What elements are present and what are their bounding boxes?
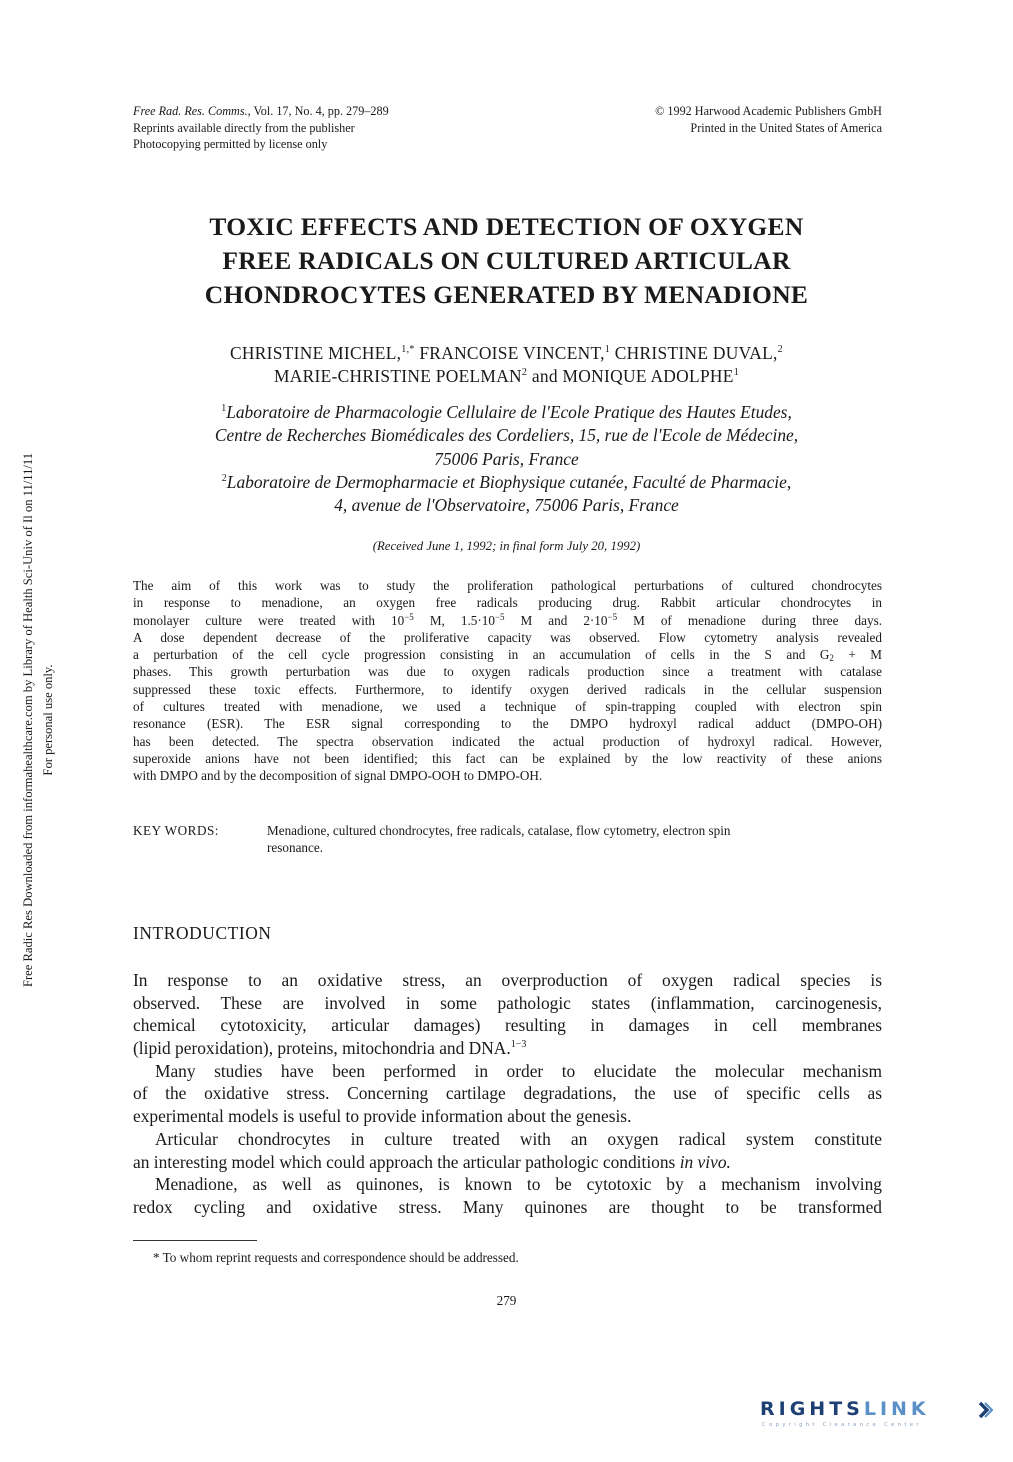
citation-sup: 1−3 [510, 1039, 527, 1051]
rightslink-logo[interactable] [760, 1398, 1000, 1438]
affiliation-line [100, 401, 913, 424]
body-line [133, 1037, 882, 1060]
copyright-line: © 1992 Harwood Academic Publishers GmbH [655, 104, 882, 118]
keywords-text [267, 822, 882, 857]
author-name: CHRISTINE MICHEL, [230, 343, 402, 363]
footnote: * To whom reprint requests and correspondence should be addressed. [153, 1250, 519, 1265]
author-affil-sup: 2 [521, 367, 528, 378]
author-line-1 [100, 342, 913, 365]
text-run: M of menadione during three days. [617, 612, 882, 628]
abstract-line: resonance (ESR). The ESR signal corresponding to the DMPO hydroxyl radical adduct (DMPO-OH) [133, 716, 882, 732]
body-line [133, 1151, 882, 1174]
author-affil-sup: 1,* [401, 344, 415, 355]
affiliation-line: Centre de Recherches Biomédicales des Cordeliers, 15, rue de l'Ecole de Médecine, [214, 425, 799, 446]
journal-citation [133, 103, 389, 120]
abstract-line: suppressed these toxic effects. Furthermore, to identify oxygen derived radicals in the cellular suspension [133, 681, 882, 697]
abstract-line: has been detected. The spectra observation indicated the actual production of hydroxyl radical. However, [133, 733, 882, 749]
body-line: Articular chondrocytes in culture treated with an oxygen radical system constitute [155, 1128, 882, 1149]
exponent: −5 [494, 611, 505, 622]
body-line: of the oxidative stress. Concerning cartilage degradations, the use of specific cells as [133, 1083, 882, 1104]
abstract-line: superoxide anions have not been identified; this fact can be explained by the low reactivity of these anions [133, 750, 882, 766]
body-line: experimental models is useful to provide information about the genesis. [133, 1106, 632, 1127]
subscript: 2 [829, 653, 834, 664]
author-affil-sup: 1 [604, 344, 611, 355]
side-note-text [18, 360, 58, 1080]
body-line: observed. These are involved in some pathologic states (inflammation, carcinogenesis, [133, 992, 882, 1013]
side-note-line: For personal use only. [41, 664, 55, 776]
affil-marker: 1 [221, 403, 227, 414]
paper-title [100, 210, 913, 312]
affiliation-line: 75006 Paris, France [434, 448, 579, 469]
abstract [133, 577, 882, 785]
journal-name: Free Rad. Res. Comms. [133, 104, 248, 118]
page-number: 279 [496, 1293, 517, 1308]
text-run: an interesting model which could approach the articular pathologic conditions [133, 1151, 680, 1172]
section-heading: INTRODUCTION [133, 923, 272, 943]
italic-term: in vivo. [679, 1151, 731, 1172]
body-line: redox cycling and oxidative stress. Many quinones are thought to be transformed [133, 1196, 882, 1217]
affil-text: Laboratoire de Pharmacologie Cellulaire de l'Ecole Pratique des Hautes Etudes, [226, 402, 792, 422]
rightslink-arrow-icon [979, 1401, 993, 1419]
body-line: Many studies have been performed in order to elucidate the molecular mechanism [155, 1060, 882, 1081]
abstract-line [133, 646, 882, 663]
author-affil-sup: 1 [733, 367, 740, 378]
journal-volume: , Vol. 17, No. 4, pp. 279–289 [247, 104, 389, 118]
journal-header-left [133, 103, 389, 153]
reprints-note: Reprints available directly from the publisher [133, 120, 355, 135]
author-name: MARIE-CHRISTINE POELMAN [273, 366, 522, 386]
affiliations [100, 401, 913, 517]
keywords-line: resonance. [267, 840, 324, 856]
keywords-line: Menadione, cultured chondrocytes, free radicals, catalase, flow cytometry, electron spin [267, 823, 731, 838]
abstract-line: with DMPO and by the decomposition of signal DMPO-OOH to DMPO-OH. [133, 768, 543, 784]
author-line-2 [100, 365, 913, 388]
abstract-line: A dose dependent decrease of the proliferative capacity was observed. Flow cytometry analysis revealed [133, 629, 882, 645]
keywords-label: KEY WORDS: [133, 823, 219, 838]
side-note-line: Free Radic Res Downloaded from informahealthcare.com by Library of Health Sci-Univ of Il on 11/11/11 [21, 452, 35, 988]
author-name: and MONIQUE ADOLPHE [527, 366, 734, 386]
rightslink-wordmark [760, 1398, 930, 1420]
text-run: a perturbation of the cell cycle progression consisting in an accumulation of cells in the S and G [133, 647, 830, 663]
abstract-line: The aim of this work was to study the proliferation pathological perturbations of cultured chondrocytes [133, 578, 882, 593]
title-line-1: TOXIC EFFECTS AND DETECTION OF OXYGEN [209, 212, 804, 241]
exponent: −5 [404, 611, 414, 622]
body-line: Menadione, as well as quinones, is known to be cytotoxic by a mechanism involving [155, 1174, 882, 1195]
rightslink-tagline: Copyright Clearance Center [762, 1422, 922, 1428]
text-run: (lipid peroxidation), proteins, mitochondria and DNA. [133, 1038, 511, 1059]
abstract-line [133, 612, 882, 629]
text-run: monolayer culture were treated with 10 [133, 612, 405, 628]
abstract-line: of cultures treated with menadione, we used a technique of spin-trapping coupled with electron spin [133, 699, 882, 715]
text-run: M, 1.5·10 [413, 612, 495, 628]
author-list [100, 342, 913, 388]
affiliation-line: 4, avenue de l'Observatoire, 75006 Paris, France [334, 495, 679, 516]
abstract-line: in response to menadione, an oxygen free radicals producing drug. Rabbit articular chondrocytes in [133, 595, 882, 611]
photocopy-note: Photocopying permitted by license only [133, 137, 328, 151]
received-dates: (Received June 1, 1992; in final form July 20, 1992) [372, 539, 641, 553]
text-run: + M [833, 647, 882, 663]
journal-header-right [560, 103, 882, 136]
affil-marker: 2 [221, 472, 227, 484]
abstract-line: phases. This growth perturbation was due to oxygen radicals production since a treatment with catalase [133, 664, 882, 680]
affil-text: Laboratoire de Dermopharmacie et Biophysique cutanée, Faculté de Pharmacie, [226, 471, 792, 492]
author-name: CHRISTINE DUVAL, [610, 343, 778, 363]
logo-part: LINK [863, 1398, 930, 1420]
body-text [133, 969, 882, 1219]
title-line-3: CHONDROCYTES GENERATED BY MENADIONE [204, 280, 809, 309]
footnote-rule [133, 1240, 257, 1241]
author-name: FRANCOISE VINCENT, [414, 343, 605, 363]
affiliation-line [100, 471, 913, 494]
logo-part: RIGHTS [760, 1398, 864, 1420]
printed-line: Printed in the United States of America [690, 120, 882, 135]
body-line: In response to an oxidative stress, an overproduction of oxygen radical species is [133, 970, 882, 990]
exponent: −5 [607, 611, 618, 622]
text-run: M and 2·10 [504, 612, 608, 628]
body-line: chemical cytotoxicity, articular damages) resulting in damages in cell membranes [133, 1015, 882, 1036]
author-affil-sup: 2 [777, 344, 783, 355]
title-line-2: FREE RADICALS ON CULTURED ARTICULAR [222, 246, 791, 275]
